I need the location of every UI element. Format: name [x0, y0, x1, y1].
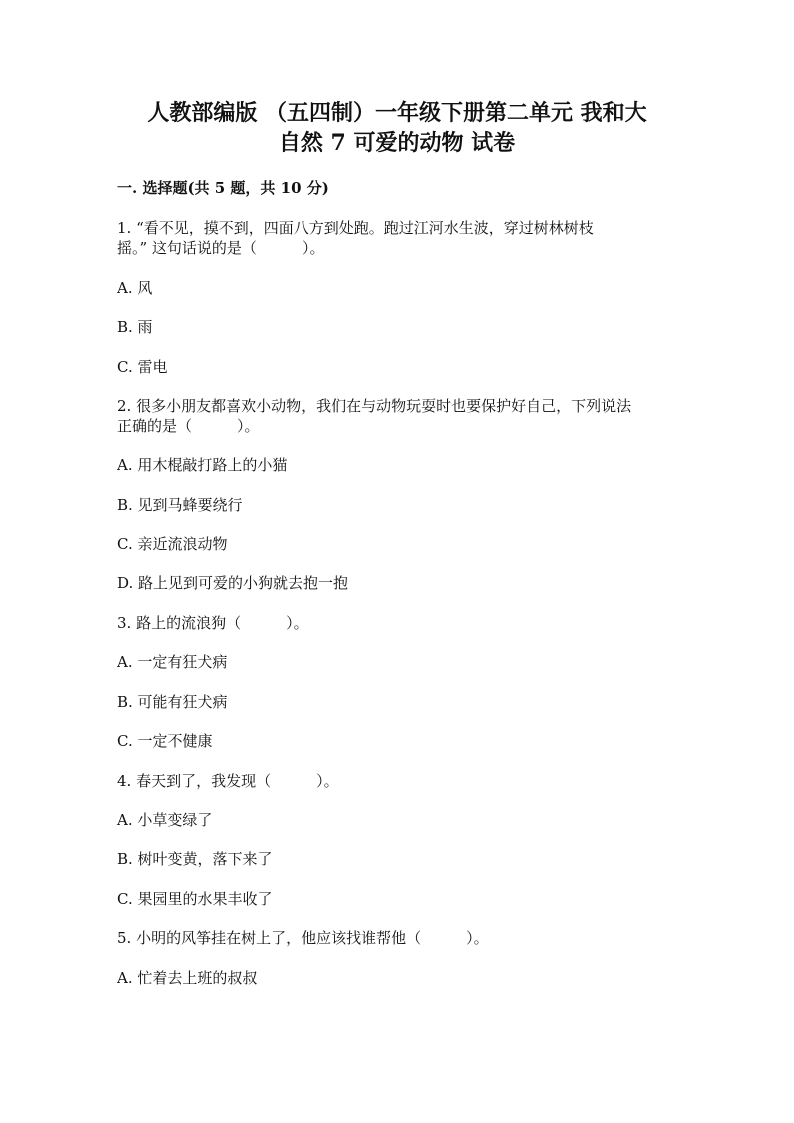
question-5 [117, 928, 677, 948]
question-1-option-a: A. 风 [117, 279, 153, 297]
question-2-option-c: C. 亲近流浪动物 [117, 535, 228, 553]
question-2-option-b: B. 见到马蜂要绕行 [117, 496, 243, 514]
title-line-1: 人教部编版 （五四制）一年级下册第二单元 我和大 [147, 100, 647, 126]
question-2-option-d: D. 路上见到可爱的小狗就去抱一抱 [117, 574, 349, 592]
question-1-option-b: B. 雨 [117, 318, 153, 336]
question-5-option-a: A. 忙着去上班的叔叔 [117, 969, 258, 987]
question-2 [117, 396, 677, 436]
question-3 [117, 613, 677, 633]
question-3-line-1: 3. 路上的流浪狗（ ）。 [117, 614, 309, 632]
question-4-option-c: C. 果园里的水果丰收了 [117, 890, 273, 908]
question-2-line-1: 2. 很多小朋友都喜欢小动物，我们在与动物玩耍时也要保护好自己，下列说法 [117, 397, 632, 415]
question-4-line-1: 4. 春天到了，我发现（ ）。 [117, 772, 339, 790]
question-2-option-a: A. 用木棍敲打路上的小猫 [117, 456, 288, 474]
question-3-option-a: A. 一定有狂犬病 [117, 653, 228, 671]
title-line-2: 自然 7 可爱的动物 试卷 [278, 130, 516, 156]
question-4-option-b: B. 树叶变黄，落下来了 [117, 850, 273, 868]
question-2-line-2: 正确的是（ ）。 [117, 417, 260, 435]
question-1-option-c: C. 雷电 [117, 358, 168, 376]
question-3-option-b: B. 可能有狂犬病 [117, 693, 228, 711]
question-4-option-a: A. 小草变绿了 [117, 811, 213, 829]
question-1-line-2: 摇。” 这句话说的是（ ）。 [117, 239, 325, 257]
section-heading: 一. 选择题(共 5 题，共 10 分) [117, 179, 329, 197]
question-1 [117, 218, 677, 258]
question-1-line-1: 1. “看不见，摸不到，四面八方到处跑。跑过江河水生波，穿过树林树枝 [117, 219, 594, 237]
page-title [120, 98, 674, 158]
question-3-option-c: C. 一定不健康 [117, 732, 213, 750]
question-5-line-1: 5. 小明的风筝挂在树上了，他应该找谁帮他（ ）。 [117, 929, 489, 947]
question-4 [117, 771, 677, 791]
